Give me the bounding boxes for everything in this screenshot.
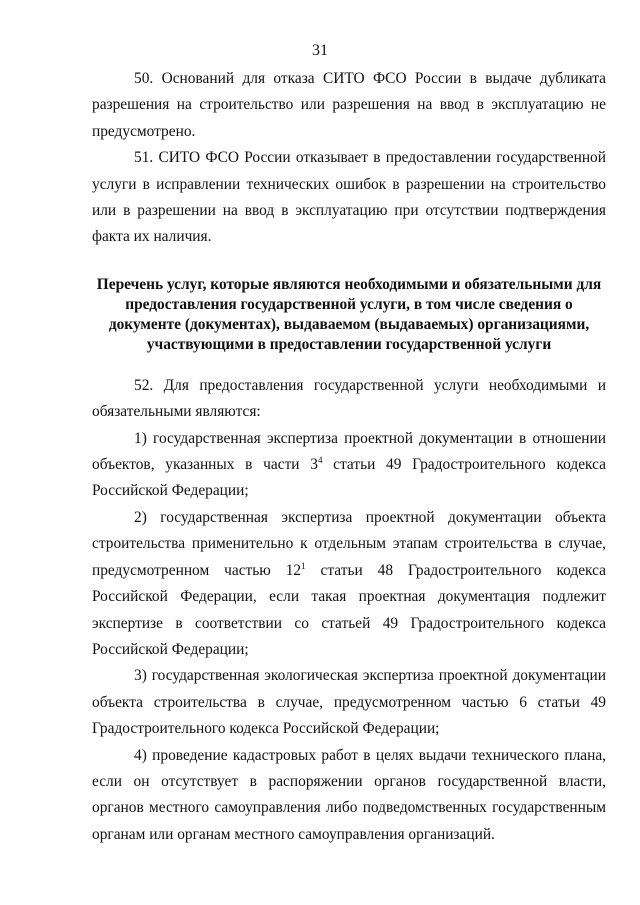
list-item-2-superscript: 1 xyxy=(301,560,306,571)
list-item-2-text-a: 2) государственная экспертиза проектной документации объекта строительства применительно к отдельным этапам строительства в случае, предусмотренном частью 12 xyxy=(92,508,606,579)
paragraph-50: 50. Оснований для отказа СИТО ФСО России в выдаче дубликата разрешения на строительство или разрешения на ввод в эксплуатацию не предусмотрено. xyxy=(92,70,606,140)
section-heading: Перечень услуг, которые являются необходимыми и обязательными для предоставления государственной услуги, в том числе сведения о документе (документах), выдаваемом (выдаваемых) организациями, участвующими в предоставлении государственной услуги xyxy=(96,275,602,353)
paragraph-52-intro: 52. Для предоставления государственной услуги необходимыми и обязательными являются: xyxy=(92,376,606,421)
list-item-2 xyxy=(92,505,606,663)
page-number: 31 xyxy=(312,42,328,59)
list-item-1-text-b: статьи 49 Градостроительного кодекса Российской Федерации; xyxy=(92,456,606,500)
list-item-1 xyxy=(92,426,606,505)
list-item-1-text-a: 1) государственная экспертиза проектной документации в отношении объектов, указанных в части 3 xyxy=(92,429,606,474)
document-body xyxy=(92,66,606,848)
list-item-3: 3) государственная экологическая экспертиза проектной документации объекта строительства в случае, предусмотренном частью 6 статьи 49 Градостроительного кодекса Российской Федерации; xyxy=(92,667,606,738)
spacer xyxy=(92,355,606,373)
list-item-2-text-b: статьи 48 Градостроительного кодекса Российской Федерации, если такая проектная документация подлежит экспертизе в соответствии со статьей 49 Градостроительного кодекса Российской Федерации; xyxy=(92,561,606,658)
list-item-1-superscript: 4 xyxy=(317,455,323,466)
paragraph-51: 51. СИТО ФСО России отказывает в предоставлении государственной услуги в исправлении технических ошибок в разрешении на строительство или в разрешении на ввод в эксплуатацию при отсутствии подтверждения факта их наличия. xyxy=(92,149,606,246)
list-item-4: 4) проведение кадастровых работ в целях выдачи технического плана, если он отсутствует в распоряжении органов государственной власти, органов местного самоуправления либо подведомственных государственным органам или органам местного самоуправления организаций. xyxy=(92,746,606,843)
